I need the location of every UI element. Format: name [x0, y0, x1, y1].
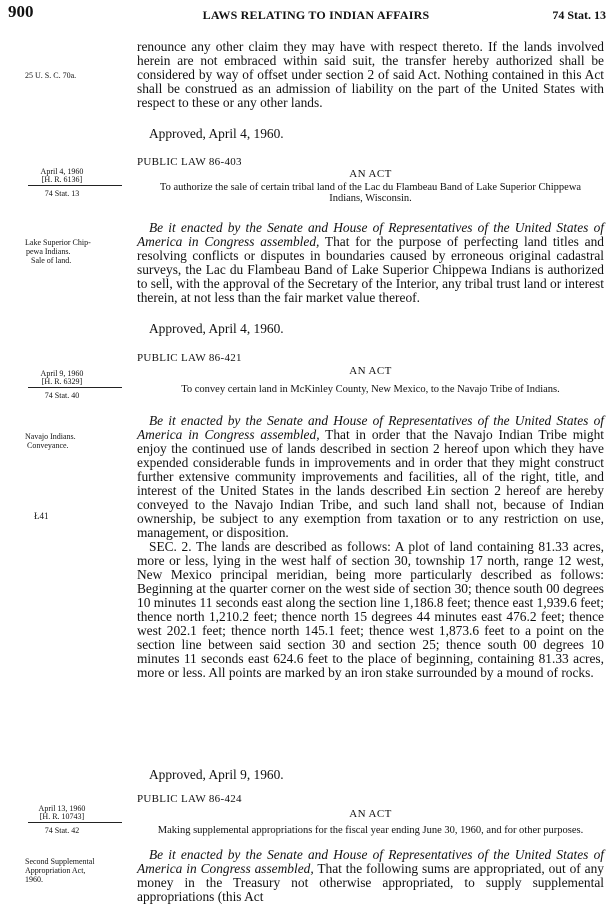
law2-text — [137, 414, 604, 680]
law2-footnote-mark: Ł41 — [34, 511, 49, 521]
opening-text: renounce any other claim they may have with respect thereto. If the lands involved herein are not embraced within said suit, the transfer hereby authorized shall be considered by way of offset under section 2 of said Act. Nothing contained in this Act shall be construed as an admission of liability on the part of the United States with respect to these or any other lands. — [137, 39, 604, 110]
opening-paragraph — [137, 40, 604, 110]
law2-margin-rule — [28, 387, 122, 388]
law1-text — [137, 221, 604, 305]
law1-hr: [H. R. 6136] — [41, 175, 83, 184]
law2-section-2: SEC. 2. The lands are described as follows: A plot of land containing 81.33 acres, more or less, lying in the west half of section 30, township 17 north, range 12 west, New Mexico principal meridian, being more particularly described as follows: Beginning at the quarter corner on the west side of section 30; thence south 00 degrees 10 minutes 11 seconds east along the section line 1,186.8 feet; thence east 1,939.6 feet; thence north 1,210.2 feet; thence north 15 degrees 44 minutes east 476.2 feet; thence west 202.1 feet; thence north 145.1 feet; thence west 1,873.6 feet to a point on the section line between said section 30 and section 25; thence south 00 degrees 10 minutes 11 seconds east 624.6 feet to the place of beginning, containing 81.33 acres, more or less. All points are marked by an iron stake surrounded by a mound of rocks. — [137, 539, 604, 680]
law2-hr: [H. R. 6329] — [41, 377, 83, 386]
margin-usc-ref: 25 U. S. C. 70a. — [25, 71, 77, 80]
law3-stat: 74 Stat. 42 — [44, 826, 80, 835]
running-title: LAWS RELATING TO INDIAN AFFAIRS — [202, 8, 430, 22]
page-number: 900 — [8, 2, 34, 21]
law2-body: That in order that the Navajo Indian Tribe might enjoy the continued use of lands described in section 2 hereof upon which they have expended considerable funds in improvements and in order that they might construct further extensive community improvements and facilities, all of the right, title, and interest of the United States in the lands described Łin section 2 hereof are hereby conveyed to the Navajo Indian Tribe, and such land shall not, because of Indian ownership, be subject to any exemption from taxation or to any restriction on use, management, or disposition. — [137, 427, 604, 540]
law2-subject: Navajo Indians. Conveyance. — [25, 432, 76, 450]
law2-approved: Approved, April 9, 1960. — [149, 767, 284, 782]
law2-enacting-clause: Be it enacted by the Senate and House of Representatives of the United States of America in Congress assembled, — [137, 413, 604, 442]
law3-enacting-clause: Be it enacted by the Senate and House of Representatives of the United States of America in Congress assembled, — [137, 847, 604, 876]
law1-number: PUBLIC LAW 86-403 — [137, 156, 242, 168]
law2-number: PUBLIC LAW 86-421 — [137, 352, 242, 364]
law1-enacting-clause: Be it enacted by the Senate and House of Representatives of the United States of America in Congress assembled, — [137, 220, 604, 249]
law1-margin-rule — [28, 185, 122, 186]
law1-date: April 4, 1960 — [40, 167, 84, 176]
law3-margin-rule — [28, 822, 122, 823]
law3-subject: Second Supplemental Appropriation Act, 1960. — [25, 857, 95, 884]
law3-purpose: Making supplemental appropriations for the fiscal year ending June 30, 1960, and for other purposes. — [157, 825, 584, 836]
law1-approved: Approved, April 4, 1960. — [149, 321, 284, 336]
law3-act-heading: AN ACT — [349, 808, 392, 820]
law2-stat: 74 Stat. 40 — [44, 391, 80, 400]
law1-purpose: To authorize the sale of certain tribal land of the Lac du Flambeau Band of Lake Superior Chippewa Indians, Wisconsin. — [159, 182, 582, 204]
law1-body: That for the purpose of perfecting land titles and resolving conflicts or disputes in boundaries caused by erroneous original cadastral surveys, the Lac du Flambeau Band of Lake Superior Chippewa Indians is authorized to sell, with the approval of the Secretary of the Interior, any tribal trust land or interest therein, at not less than the fair market value thereof. — [137, 234, 604, 305]
law3-date: April 13, 1960 — [38, 804, 86, 813]
law3-hr: [H. R. 10743] — [39, 812, 85, 821]
opening-approved: Approved, April 4, 1960. — [149, 126, 284, 141]
law3-number: PUBLIC LAW 86-424 — [137, 793, 242, 805]
header-stat-ref: 74 Stat. 13 — [552, 8, 606, 22]
law1-stat: 74 Stat. 13 — [44, 189, 80, 198]
law1-subject: Lake Superior Chip- pewa Indians. Sale of land. — [25, 238, 91, 265]
law2-purpose: To convey certain land in McKinley County, New Mexico, to the Navajo Tribe of Indians. — [181, 384, 560, 395]
law2-act-heading: AN ACT — [349, 365, 392, 377]
law3-text — [137, 848, 604, 904]
law3-body: That the following sums are appropriated, out of any money in the Treasury not otherwise appropriated, to supply supplemental appropriations (this Act — [137, 861, 604, 904]
law1-act-heading: AN ACT — [349, 168, 392, 180]
law2-date: April 9, 1960 — [40, 369, 84, 378]
